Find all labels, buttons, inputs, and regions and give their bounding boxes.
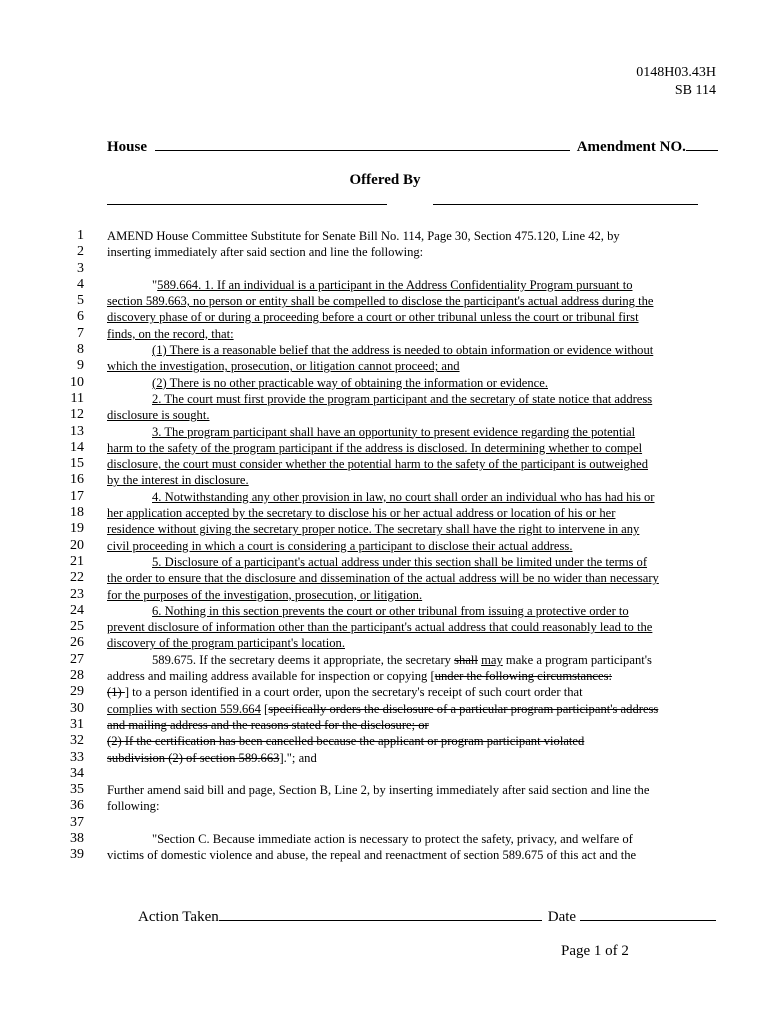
text-line bbox=[0, 456, 770, 472]
underlined-text: disclosure, the court must consider whether the potential harm to the safety of the participant is outweighed bbox=[107, 457, 649, 472]
line-text bbox=[107, 440, 642, 456]
underlined-text: for the purposes of the investigation, prosecution, or litigation. bbox=[107, 587, 423, 602]
text-line bbox=[0, 391, 770, 407]
text-line bbox=[0, 847, 770, 863]
line-text bbox=[107, 244, 423, 260]
line-number: 36 bbox=[70, 798, 84, 814]
line-number: 2 bbox=[77, 244, 84, 260]
text-line bbox=[0, 652, 770, 668]
text-segment: 589.675. If the secretary deems it appropriate, the secretary bbox=[152, 652, 455, 667]
text-segment: ] to a person identified in a court order, upon the secretary's receipt of such court order that bbox=[124, 685, 583, 700]
line-text bbox=[152, 424, 635, 440]
underlined-text: prevent disclosure of information other than the participant's actual address that could reasonably lead to the bbox=[107, 620, 653, 635]
underlined-text: civil proceeding in which a court is considering a participant to disclose their actual address. bbox=[107, 538, 573, 553]
line-number: 11 bbox=[70, 390, 84, 406]
amendment-text-body bbox=[0, 228, 770, 864]
underlined-text: finds, on the record, that: bbox=[107, 326, 234, 341]
line-text bbox=[107, 326, 234, 342]
text-line bbox=[0, 309, 770, 325]
underlined-text: which the investigation, prosecution, or litigation cannot proceed; and bbox=[107, 359, 460, 374]
line-text bbox=[107, 733, 584, 749]
line-number: 27 bbox=[70, 651, 84, 667]
offered-by-signature-line-1 bbox=[107, 204, 387, 205]
line-text bbox=[152, 277, 633, 293]
text-line bbox=[0, 717, 770, 733]
text-line bbox=[0, 521, 770, 537]
line-number: 32 bbox=[70, 733, 84, 749]
text-segment: Further amend said bill and page, Section B, Line 2, by inserting immediately after said section and line the bbox=[107, 783, 650, 798]
text-line bbox=[0, 635, 770, 651]
text-line bbox=[0, 619, 770, 635]
line-number: 17 bbox=[70, 488, 84, 504]
line-number: 37 bbox=[70, 814, 84, 830]
line-number: 34 bbox=[70, 765, 84, 781]
line-number: 39 bbox=[70, 847, 84, 863]
line-text bbox=[107, 358, 460, 374]
line-number: 13 bbox=[70, 423, 84, 439]
line-text bbox=[107, 668, 612, 684]
text-line bbox=[0, 733, 770, 749]
text-line bbox=[0, 684, 770, 700]
line-text bbox=[152, 603, 629, 619]
underlined-text: discovery of the program participant's location. bbox=[107, 636, 345, 651]
date-label: Date bbox=[547, 909, 577, 925]
underlined-text: 3. The program participant shall have an opportunity to present evidence regarding the potential bbox=[152, 424, 636, 439]
underlined-text: 5. Disclosure of a participant's actual address under this section shall be limited under the terms of bbox=[152, 554, 648, 569]
text-line bbox=[0, 815, 770, 831]
text-line bbox=[0, 424, 770, 440]
text-line bbox=[0, 538, 770, 554]
line-text bbox=[107, 505, 615, 521]
line-text bbox=[107, 293, 653, 309]
text-line bbox=[0, 472, 770, 488]
underlined-text: 6. Nothing in this section prevents the court or other tribunal from issuing a protective order to bbox=[152, 603, 629, 618]
text-line bbox=[0, 570, 770, 586]
action-taken-blank bbox=[219, 906, 542, 921]
line-number: 29 bbox=[70, 684, 84, 700]
text-line bbox=[0, 587, 770, 603]
line-text bbox=[107, 521, 639, 537]
struck-text: under the following circumstances: bbox=[434, 669, 613, 684]
house-blank-line bbox=[155, 136, 570, 151]
underlined-text: 2. The court must first provide the program participant and the secretary of state notice that address bbox=[152, 391, 653, 406]
page-number: Page 1 of 2 bbox=[561, 943, 629, 959]
line-text bbox=[107, 701, 658, 717]
underlined-text: discovery phase of or during a proceeding before a court or other tribunal unless the court or tribunal first bbox=[107, 310, 639, 325]
text-line bbox=[0, 766, 770, 782]
underlined-text: (2) There is no other practicable way of obtaining the information or evidence. bbox=[152, 375, 548, 390]
line-number: 12 bbox=[70, 407, 84, 423]
text-segment: inserting immediately after said section and line the following: bbox=[107, 245, 424, 260]
line-number: 7 bbox=[77, 325, 84, 341]
struck-text: shall bbox=[454, 652, 478, 667]
line-text bbox=[107, 750, 317, 766]
line-text bbox=[107, 619, 652, 635]
line-text bbox=[152, 342, 653, 358]
line-number: 8 bbox=[77, 342, 84, 358]
text-line bbox=[0, 244, 770, 260]
text-line bbox=[0, 342, 770, 358]
line-number: 31 bbox=[70, 716, 84, 732]
line-text bbox=[107, 782, 649, 798]
line-number: 24 bbox=[70, 602, 84, 618]
struck-text: and mailing address and the reasons stated for the disclosure; or bbox=[107, 717, 429, 732]
line-number: 15 bbox=[70, 456, 84, 472]
line-text bbox=[152, 391, 652, 407]
line-text bbox=[107, 587, 422, 603]
text-line bbox=[0, 603, 770, 619]
line-number: 25 bbox=[70, 619, 84, 635]
line-text bbox=[107, 472, 249, 488]
line-text bbox=[152, 375, 548, 391]
struck-text: subdivision (2) of section 589.663 bbox=[107, 750, 280, 765]
text-line bbox=[0, 782, 770, 798]
line-text bbox=[107, 798, 159, 814]
line-number: 6 bbox=[77, 309, 84, 325]
date-blank bbox=[580, 906, 716, 921]
text-line bbox=[0, 554, 770, 570]
offered-by-signature-line-2 bbox=[433, 204, 698, 205]
line-text bbox=[107, 635, 345, 651]
line-text bbox=[152, 554, 647, 570]
text-line bbox=[0, 750, 770, 766]
text-line bbox=[0, 277, 770, 293]
text-line bbox=[0, 358, 770, 374]
line-text bbox=[107, 570, 659, 586]
text-line bbox=[0, 326, 770, 342]
underlined-text: residence without giving the secretary proper notice. The secretary shall have the right to intervene in any bbox=[107, 522, 640, 537]
doc-code: 0148H03.43H bbox=[636, 65, 716, 80]
line-text bbox=[107, 228, 620, 244]
underlined-text: her application accepted by the secretary to disclose his or her actual address or location of his or her bbox=[107, 506, 616, 521]
line-text bbox=[107, 847, 636, 863]
text-line bbox=[0, 831, 770, 847]
line-text bbox=[107, 717, 429, 733]
underlined-text: 4. Notwithstanding any other provision in law, no court shall order an individual who has had his or bbox=[152, 489, 655, 504]
line-number: 38 bbox=[70, 830, 84, 846]
text-segment: [ bbox=[260, 701, 269, 716]
line-number: 22 bbox=[70, 570, 84, 586]
offered-by-heading: Offered By bbox=[349, 172, 421, 188]
line-text bbox=[107, 684, 583, 700]
line-number: 9 bbox=[77, 358, 84, 374]
text-segment: address and mailing address available for inspection or copying [ bbox=[107, 669, 435, 684]
line-number: 19 bbox=[70, 521, 84, 537]
house-amendment-row bbox=[107, 136, 713, 156]
line-number: 21 bbox=[70, 553, 84, 569]
line-number: 28 bbox=[70, 668, 84, 684]
line-number: 23 bbox=[70, 586, 84, 602]
line-text bbox=[152, 489, 655, 505]
line-number: 4 bbox=[77, 276, 84, 292]
text-line bbox=[0, 293, 770, 309]
line-number: 16 bbox=[70, 472, 84, 488]
text-segment: make a program participant's bbox=[502, 652, 652, 667]
text-line bbox=[0, 505, 770, 521]
text-line bbox=[0, 440, 770, 456]
underlined-text: 589.664. 1. If an individual is a participant in the Address Confidentiality Program pursuant to bbox=[157, 277, 633, 292]
line-text bbox=[107, 407, 210, 423]
house-label: House bbox=[107, 139, 148, 155]
struck-text: (2) If the certification has been cancelled because the applicant or program participant violated bbox=[107, 734, 585, 749]
amendment-label: Amendment NO. bbox=[576, 139, 686, 155]
underlined-text: (1) There is a reasonable belief that the address is needed to obtain information or evidence without bbox=[152, 343, 654, 358]
line-text bbox=[152, 831, 633, 847]
bill-number: SB 114 bbox=[674, 83, 716, 98]
underlined-text: may bbox=[481, 652, 503, 667]
text-segment: AMEND House Committee Substitute for Senate Bill No. 114, Page 30, Section 475.120, Line 42, by bbox=[107, 229, 620, 243]
underlined-text: harm to the safety of the program participant if the address is disclosed. In determining whether to compel bbox=[107, 440, 643, 455]
text-line bbox=[0, 261, 770, 277]
line-number: 20 bbox=[70, 537, 84, 553]
line-text bbox=[152, 652, 652, 668]
line-number: 5 bbox=[77, 293, 84, 309]
underlined-text: by the interest in disclosure. bbox=[107, 473, 249, 488]
text-segment: "Section C. Because immediate action is necessary to protect the safety, privacy, and welfare of bbox=[152, 831, 633, 846]
underlined-text: complies with section 559.664 bbox=[107, 701, 261, 716]
line-number: 1 bbox=[77, 228, 84, 243]
action-taken-label: Action Taken bbox=[138, 909, 219, 925]
amendment-number-blank bbox=[686, 136, 718, 151]
text-segment: victims of domestic violence and abuse, the repeal and reenactment of section 589.675 of this act and the bbox=[107, 848, 637, 863]
document-header bbox=[636, 64, 716, 100]
underlined-text: disclosure is sought. bbox=[107, 408, 210, 423]
line-text bbox=[107, 309, 639, 325]
line-number: 14 bbox=[70, 439, 84, 455]
line-number: 10 bbox=[70, 374, 84, 390]
line-number: 33 bbox=[70, 749, 84, 765]
line-number: 18 bbox=[70, 505, 84, 521]
text-line bbox=[0, 798, 770, 814]
line-text bbox=[107, 538, 572, 554]
text-line bbox=[0, 407, 770, 423]
line-text bbox=[107, 456, 648, 472]
text-line bbox=[0, 489, 770, 505]
line-number: 35 bbox=[70, 782, 84, 798]
line-number: 30 bbox=[70, 700, 84, 716]
struck-text: specifically orders the disclosure of a particular program participant's address bbox=[268, 701, 659, 716]
underlined-text: the order to ensure that the disclosure and dissemination of the actual address will be no wider than necessary bbox=[107, 571, 659, 586]
text-segment: " bbox=[152, 277, 158, 292]
text-segment: following: bbox=[107, 799, 160, 814]
text-segment: ]."; and bbox=[279, 750, 317, 765]
text-line bbox=[0, 228, 770, 244]
text-line bbox=[0, 668, 770, 684]
line-number: 3 bbox=[77, 260, 84, 276]
line-number: 26 bbox=[70, 635, 84, 651]
action-taken-row bbox=[138, 906, 716, 926]
underlined-text: section 589.663, no person or entity shall be compelled to disclose the participant's actual address during the bbox=[107, 294, 654, 309]
text-line bbox=[0, 701, 770, 717]
text-line bbox=[0, 375, 770, 391]
struck-text: (1) bbox=[107, 685, 125, 700]
